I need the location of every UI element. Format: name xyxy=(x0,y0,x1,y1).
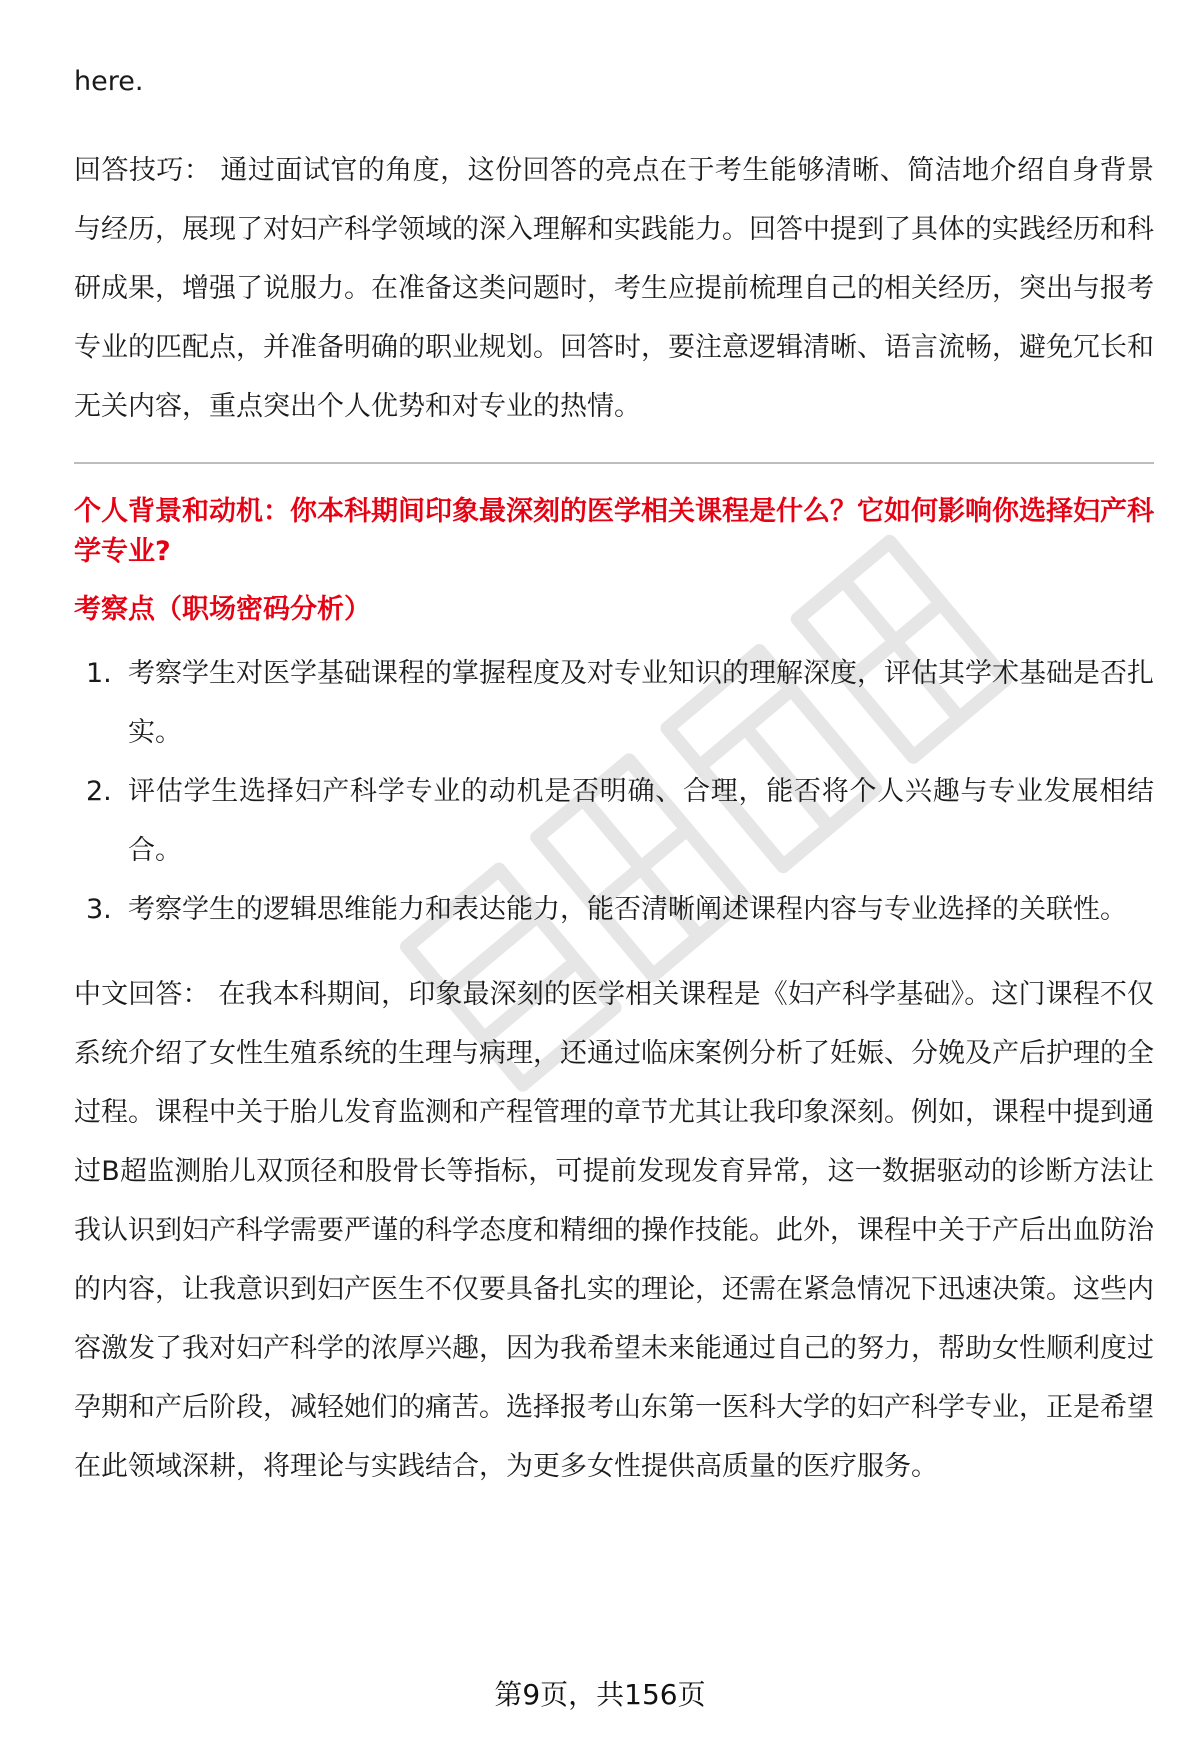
intro-fragment: here. xyxy=(74,66,144,97)
answer-tips xyxy=(74,141,1154,436)
list-item xyxy=(74,762,1154,880)
page-number-footer: 第9页，共156页 xyxy=(494,1678,706,1711)
list-item xyxy=(74,880,1154,939)
list-item-number: 2. xyxy=(86,776,112,807)
section-divider xyxy=(74,462,1154,464)
chinese-answer xyxy=(74,965,1154,1496)
list-item-number: 1. xyxy=(86,658,112,689)
question-heading: 个人背景和动机：你本科期间印象最深刻的医学相关课程是什么？它如何影响你选择妇产科学专业? xyxy=(74,496,1154,567)
answer-label: 中文回答： xyxy=(74,979,210,1010)
list-item-text: 考察学生对医学基础课程的掌握程度及对专业知识的理解深度，评估其学术基础是否扎实。 xyxy=(128,658,1154,748)
answer-text: 在我本科期间，印象最深刻的医学相关课程是《妇产科学基础》。这门课程不仅系统介绍了女性生殖系统的生理与病理，还通过临床案例分析了妊娠、分娩及产后护理的全过程。课程中关于胎儿发育监测和产程管理的章节尤其让我印象深刻。例如，课程中提到通过B超监测胎儿双顶径和股骨长等指标，可提前发现发育异常，这一数据驱动的诊断方法让我认识到妇产科学需要严谨的科学态度和精细的操作技能。此外，课程中关于产后出血防治的内容，让我意识到妇产医生不仅要具备扎实的理论，还需在紧急情况下迅速决策。这些内容激发了我对妇产科学的浓厚兴趣，因为我希望未来能通过自己的努力，帮助女性顺利度过孕期和产后阶段，减轻她们的痛苦。选择报考山东第一医科大学的妇产科学专业，正是希望在此领域深耕，将理论与实践结合，为更多女性提供高质量的医疗服务。 xyxy=(74,979,1155,1482)
assessment-points-list xyxy=(74,644,1154,939)
list-item-number: 3. xyxy=(86,894,112,925)
analysis-section-title: 考察点（职场密码分析） xyxy=(74,594,371,625)
list-item-text: 考察学生的逻辑思维能力和表达能力，能否清晰阐述课程内容与专业选择的关联性。 xyxy=(128,894,1127,925)
list-item xyxy=(74,644,1154,762)
tips-text: 通过面试官的角度，这份回答的亮点在于考生能够清晰、简洁地介绍自身背景与经历，展现了对妇产科学领域的深入理解和实践能力。回答中提到了具体的实践经历和科研成果，增强了说服力。在准备这类问题时，考生应提前梳理自己的相关经历，突出与报考专业的匹配点，并准备明确的职业规划。回答时，要注意逻辑清晰、语言流畅，避免冗长和无关内容，重点突出个人优势和对专业的热情。 xyxy=(74,155,1155,422)
tips-label: 回答技巧： xyxy=(74,155,212,186)
list-item-text: 评估学生选择妇产科学专业的动机是否明确、合理，能否将个人兴趣与专业发展相结合。 xyxy=(128,776,1154,866)
content-area xyxy=(74,52,1154,1496)
